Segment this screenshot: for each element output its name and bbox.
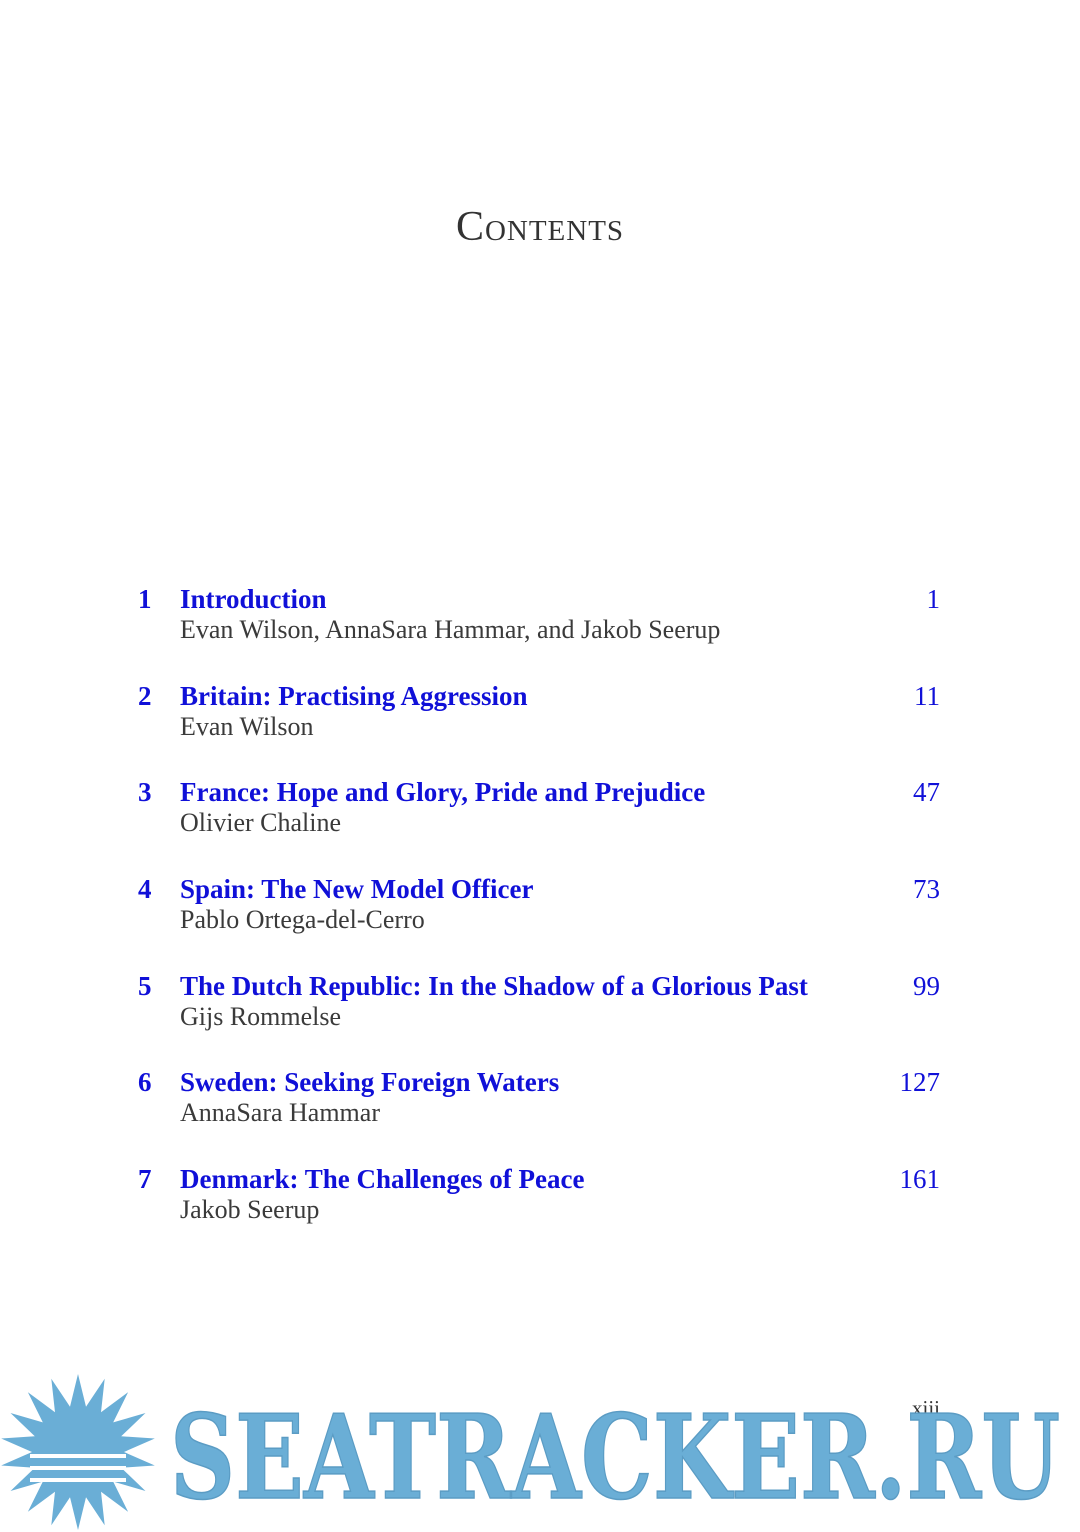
chapter-title[interactable]: Britain: Practising Aggression xyxy=(180,681,528,711)
chapter-author: Olivier Chaline xyxy=(180,808,342,837)
page-title: Contents xyxy=(455,204,625,250)
chapter-number: 7 xyxy=(138,1164,152,1194)
chapter-number: 3 xyxy=(138,777,152,807)
toc-entry-4[interactable] xyxy=(0,874,1080,944)
chapter-number: 4 xyxy=(138,874,152,904)
chapter-number: 6 xyxy=(138,1067,152,1097)
chapter-title[interactable]: The Dutch Republic: In the Shadow of a Glorious Past xyxy=(180,971,808,1001)
chapter-title[interactable]: Denmark: The Challenges of Peace xyxy=(180,1164,585,1194)
toc-entry-1[interactable] xyxy=(0,584,1080,654)
toc-entry-3[interactable] xyxy=(0,777,1080,847)
chapter-page-number[interactable]: 47 xyxy=(913,777,940,807)
sun-burst-icon xyxy=(1,1374,155,1530)
toc-entry-2[interactable] xyxy=(0,681,1080,751)
chapter-author: Pablo Ortega-del-Cerro xyxy=(180,905,425,934)
watermark xyxy=(0,1370,1080,1532)
chapter-page-number[interactable]: 1 xyxy=(926,584,940,614)
chapter-page-number[interactable]: 161 xyxy=(899,1164,940,1194)
chapter-title[interactable]: Introduction xyxy=(180,584,327,614)
chapter-page-number[interactable]: 127 xyxy=(899,1067,940,1097)
chapter-author: Evan Wilson, AnnaSara Hammar, and Jakob Seerup xyxy=(180,615,721,644)
watermark-text: SEATRACKER.RU xyxy=(170,1390,1060,1526)
chapter-page-number[interactable]: 11 xyxy=(914,681,940,711)
chapter-author: Evan Wilson xyxy=(180,712,314,741)
toc-entry-5[interactable] xyxy=(0,971,1080,1041)
toc-entry-7[interactable] xyxy=(0,1164,1080,1234)
page-folio: xiii xyxy=(911,1396,940,1420)
chapter-title[interactable]: France: Hope and Glory, Pride and Prejudice xyxy=(180,777,706,807)
chapter-title[interactable]: Sweden: Seeking Foreign Waters xyxy=(180,1067,560,1097)
chapter-number: 1 xyxy=(138,584,152,614)
chapter-author: Jakob Seerup xyxy=(180,1195,320,1224)
chapter-number: 5 xyxy=(138,971,152,1001)
chapter-author: Gijs Rommelse xyxy=(180,1002,342,1031)
chapter-author: AnnaSara Hammar xyxy=(180,1098,380,1127)
toc-entry-6[interactable] xyxy=(0,1067,1080,1137)
chapter-number: 2 xyxy=(138,681,152,711)
chapter-page-number[interactable]: 99 xyxy=(913,971,940,1001)
chapter-page-number[interactable]: 73 xyxy=(913,874,940,904)
chapter-title[interactable]: Spain: The New Model Officer xyxy=(180,874,534,904)
